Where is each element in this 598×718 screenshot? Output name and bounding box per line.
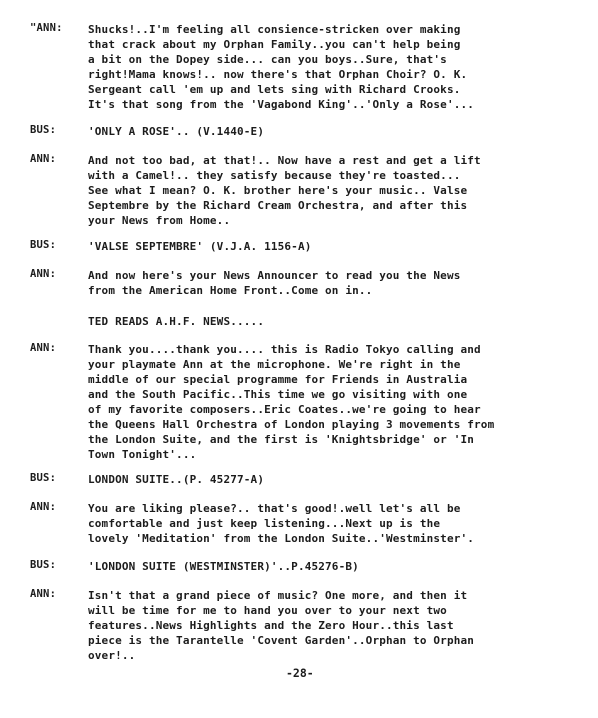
speaker-label: BUS: — [30, 472, 57, 484]
dialogue-text — [88, 588, 588, 663]
dialogue-line: will be time for me to hand you over to your next two — [88, 604, 447, 617]
dialogue-line: of my favorite composers..Eric Coates..we're going to hear — [88, 403, 481, 416]
speaker-label: ANN: — [30, 268, 57, 280]
music-cue — [88, 239, 588, 254]
cue-line: 'ONLY A ROSE'.. (V.1440-E) — [88, 125, 265, 138]
dialogue-text — [88, 342, 588, 462]
music-cue — [88, 124, 588, 139]
dialogue-line: comfortable and just keep listening...Next up is the — [88, 517, 441, 530]
dialogue-line: features..News Highlights and the Zero Hour..this last — [88, 619, 454, 632]
dialogue-line: that crack about my Orphan Family..you can't help being — [88, 38, 461, 51]
dialogue-text — [88, 153, 588, 228]
dialogue-line: You are liking please?.. that's good!.well let's all be — [88, 502, 461, 515]
dialogue-line: See what I mean? O. K. brother here's your music.. Valse — [88, 184, 468, 197]
dialogue-line: Town Tonight'... — [88, 448, 197, 461]
dialogue-line: middle of our special programme for Friends in Australia — [88, 373, 468, 386]
music-cue — [88, 559, 588, 574]
cue-line: 'LONDON SUITE (WESTMINSTER)'..P.45276-B) — [88, 560, 359, 573]
speaker-label: BUS: — [30, 239, 57, 251]
dialogue-line: lovely 'Meditation' from the London Suite..'Westminster'. — [88, 532, 475, 545]
dialogue-line: the Queens Hall Orchestra of London playing 3 movements from — [88, 418, 495, 431]
dialogue-text — [88, 268, 588, 298]
dialogue-text — [88, 22, 588, 112]
page-number: -28- — [286, 666, 314, 680]
dialogue-line: Isn't that a grand piece of music? One more, and then it — [88, 589, 468, 602]
dialogue-line: and the South Pacific..This time we go visiting with one — [88, 388, 468, 401]
speaker-label: ANN: — [30, 342, 57, 354]
dialogue-line: the London Suite, and the first is 'Knightsbridge' or 'In — [88, 433, 475, 446]
dialogue-line: Thank you....thank you.... this is Radio Tokyo calling and — [88, 343, 481, 356]
speaker-label: ANN: — [30, 588, 57, 600]
dialogue-line: And now here's your News Announcer to read you the News — [88, 269, 461, 282]
cue-line: 'VALSE SEPTEMBRE' (V.J.A. 1156-A) — [88, 240, 312, 253]
dialogue-text — [88, 501, 588, 546]
dialogue-line: your News from Home.. — [88, 214, 231, 227]
cue-line: LONDON SUITE..(P. 45277-A) — [88, 473, 265, 486]
speaker-label: ANN: — [30, 153, 57, 165]
dialogue-line: a bit on the Dopey side... can you boys..Sure, that's — [88, 53, 447, 66]
stage-direction — [88, 314, 588, 329]
dialogue-line: over!.. — [88, 649, 136, 662]
dialogue-line: from the American Home Front..Come on in.. — [88, 284, 373, 297]
dialogue-line: right!Mama knows!.. now there's that Orphan Choir? O. K. — [88, 68, 468, 81]
music-cue — [88, 472, 588, 487]
dialogue-line: Septembre by the Richard Cream Orchestra, and after this — [88, 199, 468, 212]
direction-line: TED READS A.H.F. NEWS..... — [88, 315, 265, 328]
speaker-label: "ANN: — [30, 22, 63, 34]
dialogue-line: Shucks!..I'm feeling all consience-stricken over making — [88, 23, 461, 36]
speaker-label: BUS: — [30, 559, 57, 571]
dialogue-line: piece is the Tarantelle 'Covent Garden'..Orphan to Orphan — [88, 634, 475, 647]
speaker-label: ANN: — [30, 501, 57, 513]
speaker-label: BUS: — [30, 124, 57, 136]
dialogue-line: with a Camel!.. they satisfy because they're toasted... — [88, 169, 461, 182]
dialogue-line: your playmate Ann at the microphone. We're right in the — [88, 358, 461, 371]
dialogue-line: It's that song from the 'Vagabond King'..'Only a Rose'... — [88, 98, 475, 111]
dialogue-line: And not too bad, at that!.. Now have a rest and get a lift — [88, 154, 481, 167]
dialogue-line: Sergeant call 'em up and lets sing with Richard Crooks. — [88, 83, 461, 96]
